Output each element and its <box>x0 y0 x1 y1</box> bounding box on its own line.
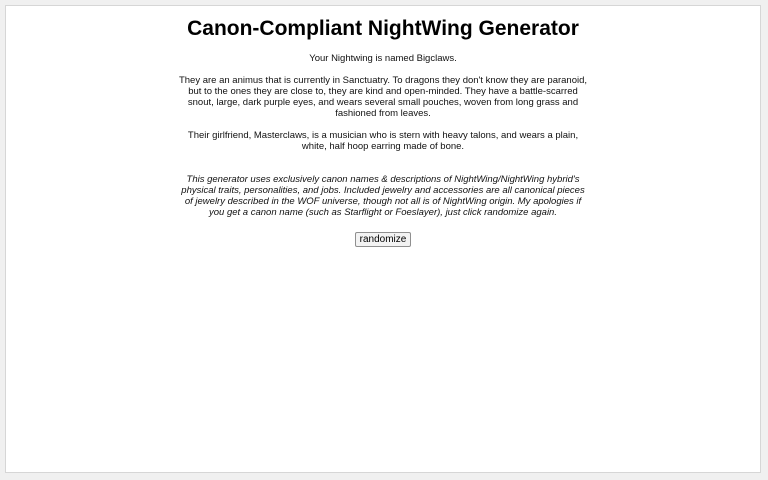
randomize-button[interactable]: randomize <box>355 232 412 247</box>
generator-note: This generator uses exclusively canon names & descriptions of NightWing/NightWing hybrid's physical traits, personalities, and jobs. Included jewelry and accessories are all canonical pieces of jewelry described in the WOF universe, though not all is of NightWing origin. My apologies if you get a canon name (such as Starflight or Foeslayer), just click randomize again. <box>181 174 585 218</box>
name-line: Your Nightwing is named Bigclaws. <box>309 53 457 64</box>
generator-content <box>178 17 588 247</box>
dragon-description: They are an animus that is currently in Sanctuatry. To dragons they don't know they are paranoid, but to the ones they are close to, they are kind and open-minded. They have a battle-scarred snout, large, dark purple eyes, and wears several small pouches, woven from long grass and fashioned from leaves. <box>178 75 588 119</box>
page-frame <box>5 5 761 473</box>
page-title: Canon-Compliant NightWing Generator <box>187 17 579 40</box>
partner-description: Their girlfriend, Masterclaws, is a musician who is stern with heavy talons, and wears a plain, white, half hoop earring made of bone. <box>187 130 579 152</box>
